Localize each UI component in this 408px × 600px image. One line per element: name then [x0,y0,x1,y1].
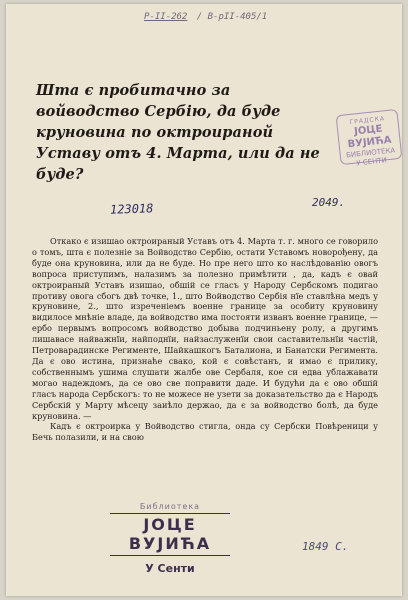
library-stamp-line-1: Библиотека [139,502,201,511]
document-title: Шта є пробитачно за войводство Сербію, да буде круновина по октроираной Уставу отъ 4. Марта, или да не буде? [36,82,320,183]
shelfmark [144,12,267,22]
handwritten-year-note: 1849 С. [302,540,349,553]
shelfmark-first: Р-II-262 [144,12,188,22]
stamp-line-4: У СЕНТИ [355,156,388,168]
stamp-line-3: БИБЛИОТЕКА [345,146,396,160]
body-paragraph-1: Откако є изишао октроираный Уставъ отъ 4. Марта т. г. много се говорило о томъ, шта є полезніе за Войводство Сербію, остати Уставомъ новорођену, да буде она круновина, или да не буде. Но пре него што ко наслѣдованію овогъ вопроса приступимъ, налазимъ за полезно примѣтити , да, кадъ є овай октроираный Уставъ изишао, обшій се гласъ у Народу Сербскомъ подигао противу овога сбогъ двѣ точке, 1., што Войводство Сербія нїе ставлѣна медъ у круновине, 2., што изреченiемъ военне границе за особиту круновину видилосе мнѣнiе владе, да войводство има постояти изванъ военне границе, — ербо первымъ вопросомъ войводство добыва подчиньену ролу, а другимъ лишавасе найважнїи, найподнїи, найзаслуженїи свои саставительнїи частiй, Петроварадинске Регименте, Шайкашкогъ Баталиона, и Банатски Регимента. Да є ово истина, признаће свако, кой є совѣстанъ, и имао є прилику, собственнымъ ушима слушати жалбе ове Сербаля, кое си едва ублажавати могао надеждомъ, да се ово све поправити даде. И будући да є ово обшій гласъ народа Сербскогъ: то не можесе не узети за доказательство да є Народъ Сербскій у Марту мѣсецу заиѣло держао, да є за войводство болѣ, да буде круновина. — [32,236,378,421]
stamp-line-1: ГРАДСКА [349,115,386,126]
body-text [32,236,378,443]
inventory-number-right: 2049. [312,196,346,209]
library-ownership-stamp [336,109,402,168]
inventory-number-left: 123018 [109,201,154,217]
document-page [6,4,402,596]
shelfmark-second: / В-рII-405/1 [196,12,268,22]
library-stamp [110,502,230,575]
library-stamp-line-2: ЈОЦЕ ВУЈИЋА [110,513,230,556]
body-paragraph-2: Кадъ є октроирка у Войводство стигла, онда су Сербски Повѣреници у Бечь полазили, и на свою [32,421,378,443]
stamp-line-2: ЈОЦЕ ВУЈИЋА [347,123,392,151]
library-stamp-line-3: У Сенти [145,562,195,575]
